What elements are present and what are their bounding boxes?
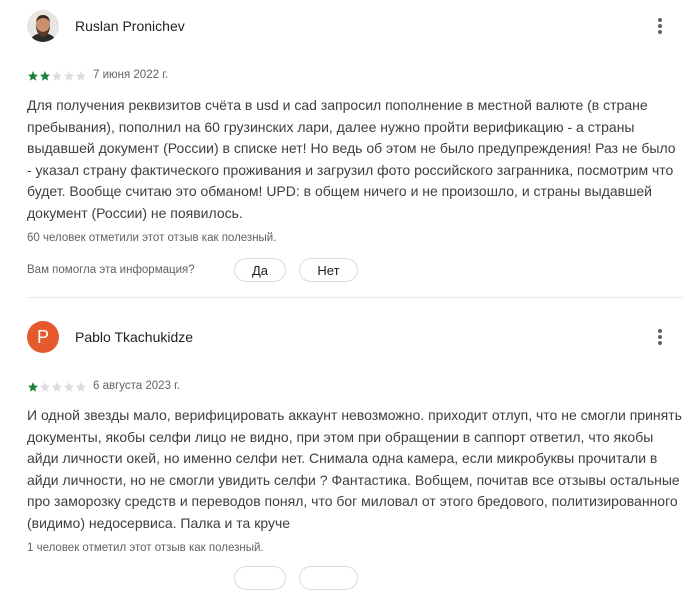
star-empty-icon [75,381,87,393]
star-empty-icon [51,381,63,393]
star-rating [27,381,87,393]
review-text: Для получения реквизитов счёта в usd и cad запросил пополнение в местной валюте (в стране пребывания), пополнил на 60 грузинских лари, далее нужно пройти верификацию - а страны выдавшей документ (России) в списке нет! Но ведь об этом не было предупреждения! Раз не было - указал страну фактического проживания и загрузил фото российского загранника, посмотрим что будет. Вообще считаю это обманом! UPD: в общем ничего и не произошло, и страны выдавшей документ (России) не появилось. [27,97,676,221]
review-header [27,321,672,353]
avatar [27,10,59,42]
user-photo-icon [27,10,59,42]
star-empty-icon [39,381,51,393]
review-text: И одной звезды мало, верифицировать аккаунт невозможно. приходит отлуп, что не смогли принять документы, якобы селфи лицо не видно, при этом при обращении в саппорт ответил, что якобы айди личности окей, но именно селфи нет. Снимала одна камера, если микробуквы прочитали в айди личности, но не смогли увидить селфи ? Фантастика. Вобщем, почитав все отзывы остальные про заморозку средств и переводов понял, что бог миловал от этого бредового, политизированного (видимо) недосервиса. Палка и та круче [27,407,682,531]
feedback-question: Вам помогла эта информация? [27,264,195,276]
helpful-count: 60 человек отметили этот отзыв как полезный. [27,232,277,244]
yes-button[interactable]: Да [234,258,286,282]
more-options-icon[interactable] [648,323,672,351]
avatar: P [27,321,59,353]
review-header [27,10,672,42]
star-empty-icon [63,381,75,393]
divider [27,297,683,298]
star-empty-icon [63,70,75,82]
star-empty-icon [75,70,87,82]
review-date: 7 июня 2022 г. [93,69,169,81]
star-filled-icon [39,70,51,82]
author-name: Ruslan Pronichev [75,18,185,34]
star-filled-icon [27,381,39,393]
more-options-icon[interactable] [648,12,672,40]
feedback-row [27,258,427,284]
star-filled-icon [27,70,39,82]
star-empty-icon [51,70,63,82]
author-name: Pablo Tkachukidze [75,329,194,345]
helpful-count: 1 человек отметил этот отзыв как полезный. [27,542,264,554]
star-rating [27,70,87,82]
no-button[interactable]: Нет [299,258,358,282]
review-date: 6 августа 2023 г. [93,380,181,392]
